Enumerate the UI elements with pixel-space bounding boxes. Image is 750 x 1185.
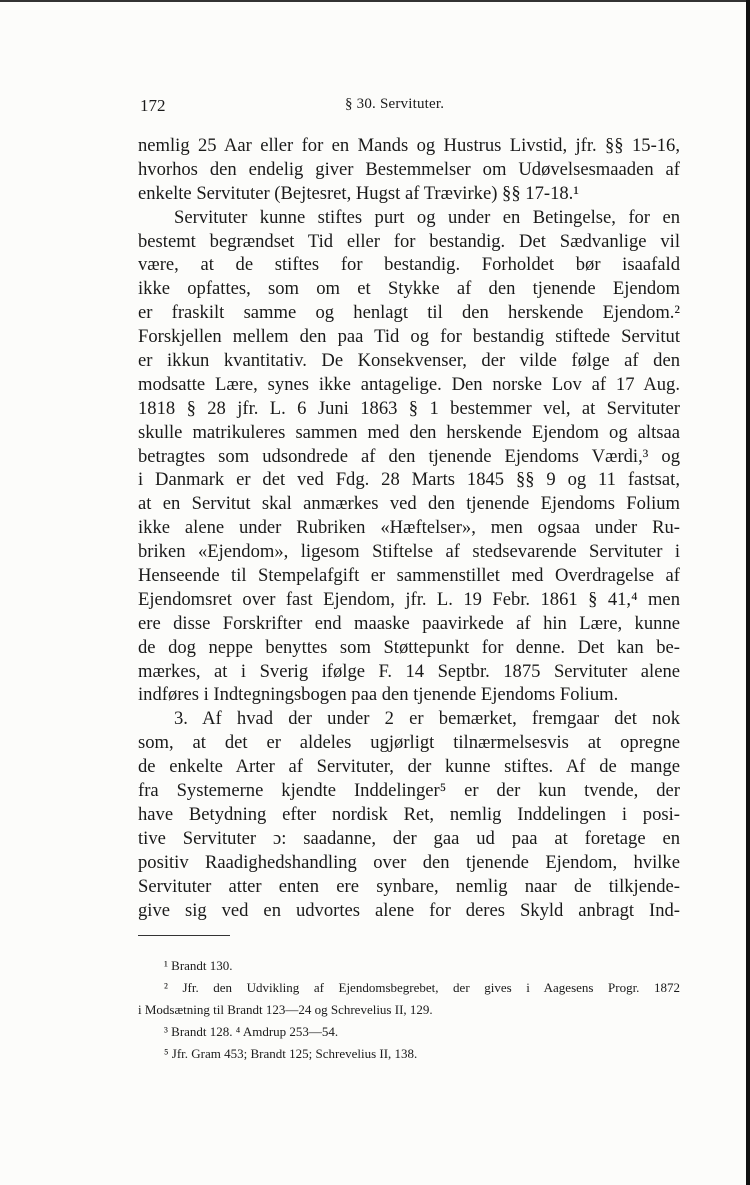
text-line: som, at det er aldeles ugjørligt tilnærmelsesvis at opregne [138, 732, 680, 754]
text-line: Servituter kunne stiftes purt og under en Betingelse, for en [174, 206, 680, 228]
text-line: være, at de stiftes for bestandig. Forholdet bør isaafald [138, 254, 680, 276]
footnotes [138, 955, 680, 1065]
running-title: § 30. Servituter. [345, 96, 445, 112]
text-line: ere disse Forskrifter end maaske paavirkede af hin Lære, kunne [138, 612, 680, 634]
text-line: Henseende til Stempelafgift er sammenstillet med Overdragelse af [138, 565, 680, 587]
page-header [140, 96, 680, 120]
text-line: positiv Raadighedshandling over den tjenende Ejendom, hvilke [138, 851, 680, 873]
text-line: modsatte Lære, synes ikke antagelige. Den norske Lov af 17 Aug. [138, 373, 680, 395]
text-line: 3. Af hvad der under 2 er bemærket, fremgaar det nok [174, 708, 680, 730]
scan-edge-top [0, 0, 750, 2]
text-line: have Betydning efter nordisk Ret, nemlig Inddelingen i posi- [138, 803, 680, 825]
text-line: er ikkun kvantitativ. De Konsekvenser, der vilde følge af den [138, 350, 680, 372]
text-line: give sig ved en udvortes alene for deres Skyld anbragt Ind- [138, 899, 680, 921]
text-line: briken «Ejendom», ligesom Stiftelse af stedsevarende Servituter i [138, 541, 680, 563]
text-line: at en Servitut skal anmærkes ved den tjenende Ejendoms Folium [138, 493, 680, 515]
text-line: betragtes som udsondrede af den tjenende Ejendoms Værdi,³ og [138, 445, 680, 467]
text-line: 1818 § 28 jfr. L. 6 Juni 1863 § 1 bestemmer vel, at Servituter [138, 397, 680, 419]
text-line: hvorhos den endelig giver Bestemmelser om Udøvelsesmaaden af [138, 158, 680, 180]
text-line: ikke opfattes, som om et Stykke af den tjenende Ejendom [138, 278, 680, 300]
text-line: de dog neppe benyttes som Støttepunkt for denne. Det kan be- [138, 636, 680, 658]
footnote: ³ Brandt 128. ⁴ Amdrup 253—54. [164, 1024, 339, 1039]
page-number: 172 [140, 96, 166, 115]
text-line: Servituter atter enten ere synbare, nemlig naar de tilkjende- [138, 875, 680, 897]
text-line: bestemt begrændset Tid eller for bestandig. Det Sædvanlige vil [138, 230, 680, 252]
text-line: enkelte Servituter (Bejtesret, Hugst af Trævirke) §§ 17-18.¹ [138, 182, 579, 204]
footnote: ² Jfr. den Udvikling af Ejendomsbegrebet, der gives i Aagesens Progr. 1872 [164, 980, 680, 995]
text-line: mærkes, at i Sverig ifølge F. 14 Septbr. 1875 Servituter alene [138, 660, 680, 682]
footnote: ⁵ Jfr. Gram 453; Brandt 125; Schrevelius II, 138. [164, 1046, 418, 1061]
text-line: Forskjellen mellem den paa Tid og for bestandig stiftede Servitut [138, 326, 680, 348]
footnote-continuation: i Modsætning til Brandt 123—24 og Schrevelius II, 129. [138, 1002, 433, 1017]
body-text [138, 134, 680, 922]
text-line: nemlig 25 Aar eller for en Mands og Hustrus Livstid, jfr. §§ 15-16, [138, 135, 680, 156]
footnote: ¹ Brandt 130. [164, 958, 233, 973]
text-line: de enkelte Arter af Servituter, der kunne stiftes. Af de mange [138, 756, 680, 778]
text-line: ikke alene under Rubriken «Hæftelser», men ogsaa under Ru- [138, 517, 680, 539]
text-line: er fraskilt samme og henlagt til den herskende Ejendom.² [138, 302, 680, 324]
text-line: fra Systemerne kjendte Inddelinger⁵ er der kun tvende, der [138, 780, 680, 802]
text-line: indføres i Indtegningsbogen paa den tjenende Ejendoms Folium. [138, 684, 619, 706]
text-line: Ejendomsret over fast Ejendom, jfr. L. 19 Febr. 1861 § 41,⁴ men [138, 588, 680, 610]
text-line: skulle matrikuleres sammen med den herskende Ejendom og altsaa [138, 421, 680, 443]
scan-edge-right [746, 0, 750, 1185]
text-line: i Danmark er det ved Fdg. 28 Marts 1845 §§ 9 og 11 fastsat, [138, 469, 680, 491]
footnote-divider [138, 935, 230, 936]
text-line: tive Servituter ɔ: saadanne, der gaa ud paa at foretage en [138, 827, 680, 849]
